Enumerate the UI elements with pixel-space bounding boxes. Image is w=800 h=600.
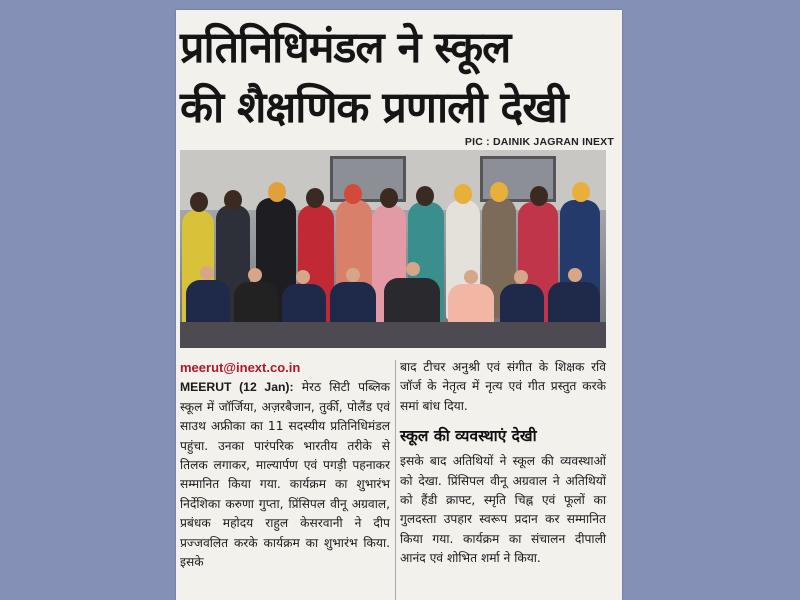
right-column-body: इसके बाद अतिथियों ने स्कूल की व्यवस्थाओं को देखा. प्रिंसिपल वीनू अग्रवाल ने अतिथियों को हैंडी क्राफ्ट, स्मृति चिह्न एवं फूलों का गुलदस्ता उपहार स्वरूप प्रदान कर सम्मानित किया गया. कार्यक्रम का संचालन दीपाली आनंद एवं शोभित शर्मा ने किया. — [400, 454, 606, 566]
person-head — [268, 182, 286, 202]
person-head — [454, 184, 472, 204]
right-column-intro: बाद टीचर अनुश्री एवं संगीत के शिक्षक रवि जॉर्ज के नेतृत्व में नृत्य एवं गीत प्रस्तुत करके समां बांध दिया. — [400, 360, 606, 413]
right-column — [400, 358, 606, 569]
person-head — [344, 184, 362, 204]
person-face — [568, 268, 582, 282]
person-face — [200, 266, 214, 280]
person-head — [306, 188, 324, 208]
person-face — [346, 268, 360, 282]
person-head — [190, 192, 208, 212]
person-face — [514, 270, 528, 284]
headline — [180, 18, 620, 138]
person-head — [530, 186, 548, 206]
person-head — [224, 190, 242, 210]
photo-credit: PIC : DAINIK JAGRAN INEXT — [464, 136, 614, 148]
dateline: MEERUT (12 Jan): — [180, 380, 294, 395]
newspaper-clipping — [176, 10, 622, 600]
person-head — [572, 182, 590, 202]
person-head — [490, 182, 508, 202]
person-face — [406, 262, 420, 276]
photo-floor — [180, 322, 606, 348]
person-face — [296, 270, 310, 284]
group-photo — [180, 150, 606, 348]
person-face — [248, 268, 262, 282]
headline-line-2: की शैक्षणिक प्रणाली देखी — [180, 83, 568, 133]
headline-line-1: प्रतिनिधिमंडल ने स्कूल — [180, 23, 511, 73]
person-head — [416, 186, 434, 206]
left-column-text: मेरठ सिटी पब्लिक स्कूल में जॉर्जिया, अज़रबैजान, तुर्की, पोलैंड एवं साउथ अफ्रीका का 11 सदस्यीय प्रतिनिधिमंडल पहुंचा. उनका पारंपरिक भारतीय तरीके से तिलक लगाकर, माल्यार्पण एवं पगड़ी पहनाकर सम्मानित किया गया. कार्यक्रम का शुभारंभ निर्देशिका करुणा गुप्ता, प्रिंसिपल वीनू अग्रवाल, प्रबंधक महोदय राहुल केसरवानी ने दीप प्रज्जवलित करके कार्यक्रम का शुभारंभ किया. इसके — [180, 380, 390, 570]
email-link[interactable]: meerut@inext.co.in — [180, 360, 301, 375]
person-head — [380, 188, 398, 208]
subheading: स्कूल की व्यवस्थाएं देखी — [400, 427, 537, 446]
column-divider — [395, 360, 396, 600]
person-face — [464, 270, 478, 284]
left-column — [180, 358, 390, 572]
